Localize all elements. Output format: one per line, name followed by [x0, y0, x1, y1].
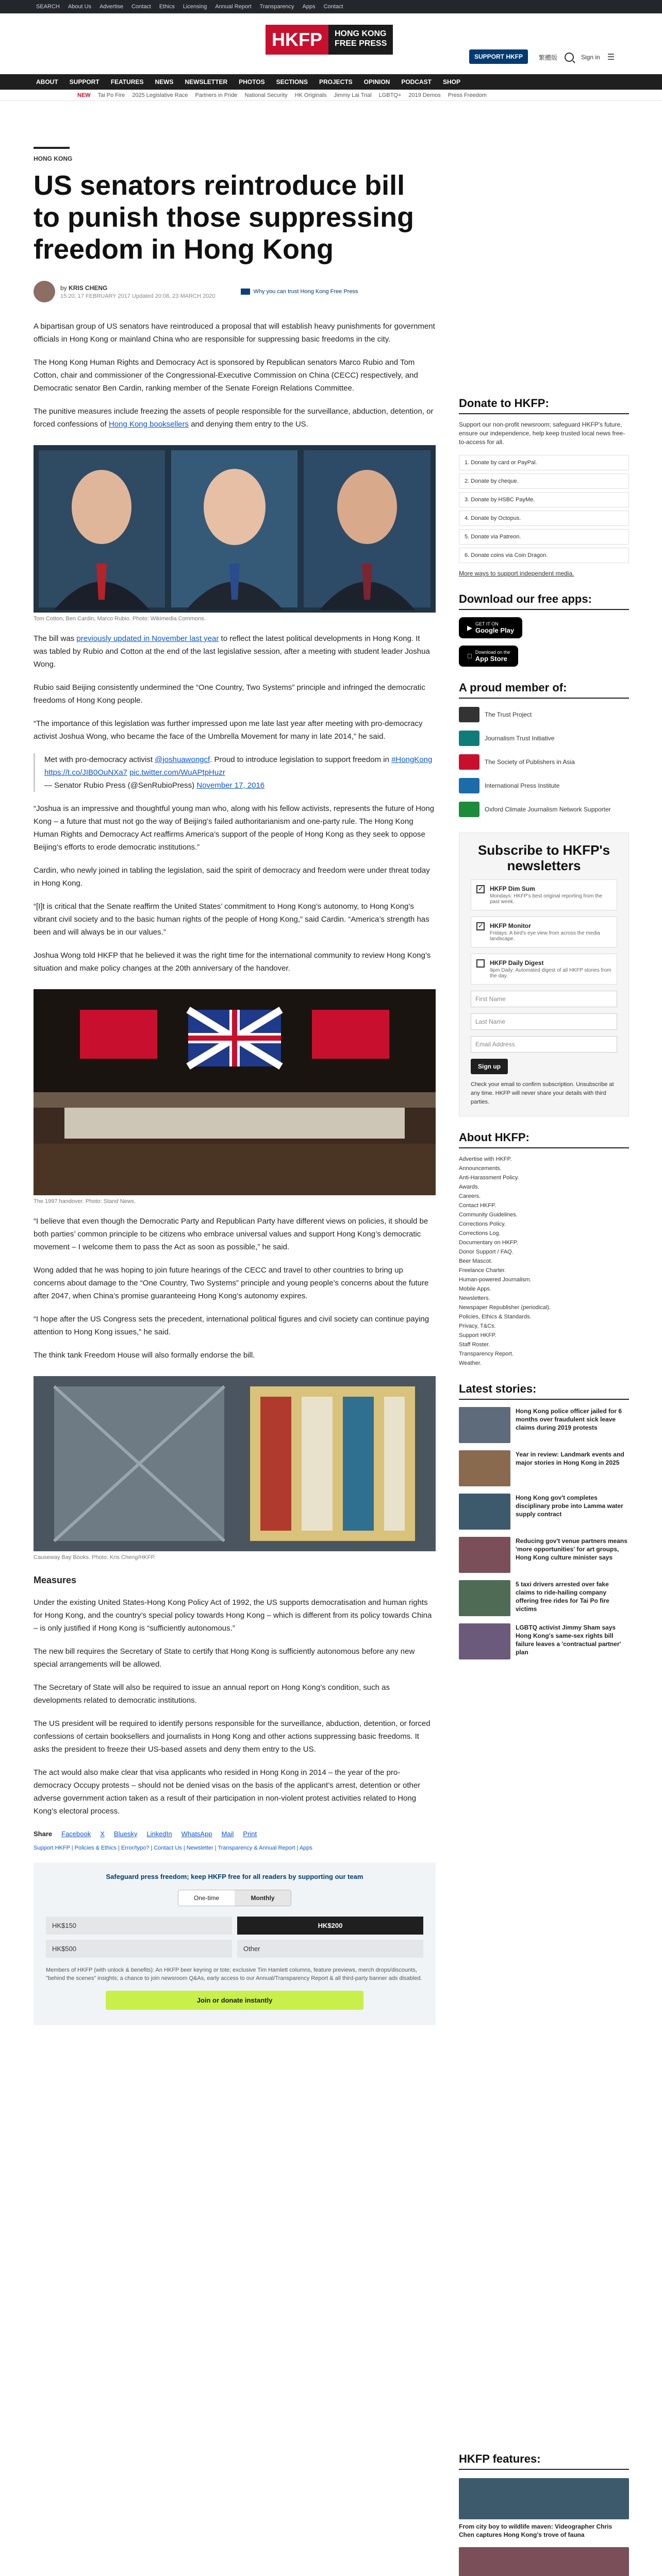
topbar-link[interactable]: Contact — [323, 4, 343, 10]
trending-link[interactable]: National Security — [244, 92, 288, 98]
trending-link[interactable]: Press Freedom — [448, 92, 487, 98]
trending-link[interactable]: 2019 Demos — [408, 92, 441, 98]
story-title: Reducing gov't venue partners means 'more opportunities' for art groups, Hong Kong culture minister says — [516, 1537, 627, 1561]
about-links — [459, 1155, 629, 1368]
play-icon: ▶ — [467, 623, 472, 632]
paragraph: “The importance of this legislation was further impressed upon me late last year after meeting with pro-democracy activist Joshua Wong, who became the face of the Umbrella Movement for many in late 2014,” he said. — [34, 719, 423, 741]
paragraph: Joshua Wong told HKFP that he believed it was the right time for the international community to review Hong Kong’s situation and make policy changes at the 20th anniversary of the handover. — [34, 951, 431, 973]
latest-story[interactable] — [459, 1623, 629, 1659]
nav-item[interactable]: NEWS — [155, 78, 174, 86]
latest-story[interactable] — [459, 1450, 629, 1486]
member-list — [459, 707, 629, 817]
latest-story[interactable] — [459, 1407, 629, 1443]
newsletter-heading: Subscribe to HKFP's newsletters — [477, 842, 610, 873]
measures-heading: Measures — [34, 1575, 77, 1585]
latest-story[interactable] — [459, 1494, 629, 1530]
paragraph: A bipartisan group of US senators have reintroduced a proposal that will establish heavy punishments for government officials in Hong Kong or mainland China who are responsible for suppressing basic freedoms in the city. — [34, 322, 435, 344]
member-logo — [459, 707, 479, 722]
trending-link[interactable]: Jimmy Lai Trial — [334, 92, 372, 98]
newsletter-desc: Mondays: HKFP's best original reporting from the past week. — [490, 893, 603, 905]
story-thumbnail — [459, 1494, 510, 1530]
nav-item[interactable]: SECTIONS — [276, 78, 308, 86]
support-box — [34, 1862, 436, 2025]
latest-story[interactable] — [459, 1580, 629, 1616]
newsletter-note: Check your email to confirm subscription. Unsubscribe at any time. HKFP will never share your details with third parties. — [471, 1081, 614, 1105]
apps-heading: Download our free apps: — [459, 592, 629, 610]
trust-icon — [241, 289, 250, 295]
support-hkfp-button[interactable]: SUPPORT HKFP — [469, 49, 528, 64]
photo-caption: The 1997 handover. Photo: Stand News. — [34, 1198, 136, 1205]
logo-text — [328, 25, 393, 55]
donate-heading: Donate to HKFP: — [459, 397, 629, 414]
apple-icon — [467, 652, 472, 660]
about-link[interactable]: Newsletters. — [459, 1295, 490, 1301]
text: to reflect the latest political developments in Hong Kong. It was tabled by Rubio and Cotton at the end of the last legislative session, after a meeting with student leader Joshua Wong. — [34, 634, 430, 669]
author-name — [60, 284, 215, 292]
first-name-field[interactable]: First Name — [471, 991, 617, 1007]
app-store-label: App Store — [470, 655, 503, 663]
embedded-tweet — [34, 753, 436, 792]
trending-link[interactable]: HK Originals — [294, 92, 327, 98]
signup-button[interactable]: Sign up — [471, 1059, 508, 1074]
share-link[interactable]: Mail — [221, 1830, 234, 1838]
features-heading: HKFP features: — [459, 2452, 629, 2470]
member-org[interactable] — [459, 707, 629, 722]
member-name: Oxford Climate Journalism Network Supporter — [485, 806, 611, 813]
new-badge: NEW — [77, 92, 91, 98]
nav-item[interactable]: SHOP — [442, 78, 460, 86]
story-thumbnail — [459, 1580, 510, 1616]
member-logo — [459, 802, 479, 817]
google-play-small: GET IT ON — [475, 621, 499, 626]
paragraph: Cardin, who newly joined in tabling the legislation, said the spirit of democracy and freedom were under threat today in Hong Kong. — [34, 866, 430, 888]
author-avatar — [34, 281, 55, 302]
amount-option[interactable]: HK$500 — [46, 1940, 232, 1958]
membership-note: Members of HKFP (with unlock & benefits): An HKFP beer keyring or tote; exclusive Tim Hamlett columns, feature previews, merch drops/discounts, "behind the scenes" insights; a chance to join newsroom Q&As, early access to our Annual/Transparency Report & all third-party banner ads disabled. — [46, 1967, 422, 1981]
share-link[interactable]: X — [100, 1830, 105, 1838]
feature-story[interactable] — [459, 2478, 629, 2539]
menu-icon[interactable]: ☰ — [607, 53, 615, 62]
nav-item[interactable]: ABOUT — [36, 78, 58, 86]
trending-links — [98, 92, 487, 98]
checkbox-checked[interactable] — [476, 885, 485, 893]
topbar-link[interactable]: Licensing — [183, 4, 207, 10]
member-org[interactable] — [459, 778, 629, 793]
share-link[interactable]: Print — [243, 1830, 257, 1838]
senators-photo-art — [34, 445, 436, 613]
share-link[interactable]: LinkedIn — [146, 1830, 172, 1838]
topbar-link[interactable]: About Us — [68, 4, 92, 10]
topbar-link[interactable]: Annual Report — [215, 4, 252, 10]
about-link[interactable]: Privacy, T&Cs. — [459, 1323, 496, 1329]
member-name: The Society of Publishers in Asia — [485, 758, 575, 766]
nav-item[interactable]: NEWSLETTER — [185, 78, 228, 86]
search-icon[interactable] — [565, 53, 574, 62]
feature-thumbnail — [459, 2478, 629, 2519]
more-ways-link[interactable]: More ways to support independent media. — [459, 570, 574, 577]
paragraph: The think tank Freedom House will also formally endorse the bill. — [34, 1351, 255, 1360]
logo-mark: HKFP — [266, 25, 328, 55]
donate-button[interactable]: Join or donate instantly — [106, 1991, 363, 2010]
email-field[interactable]: Email Address — [471, 1036, 617, 1053]
logo-line-2: FREE PRESS — [335, 39, 387, 48]
logo-line-1: HONG KONG — [335, 29, 387, 38]
main-nav-items — [36, 78, 460, 86]
header-tools — [539, 52, 615, 62]
previous-update-link[interactable]: previously updated in November last year — [76, 634, 219, 643]
trending-link[interactable]: LGBTQ+ — [378, 92, 402, 98]
newsletter-option[interactable] — [471, 954, 617, 985]
nav-item[interactable]: PODCAST — [401, 78, 432, 86]
app-badges — [459, 610, 629, 667]
kicker-rule — [34, 147, 70, 149]
paragraph: “I hope after the US Congress sets the precedent, international political figures and civil society can continue paying attention to Hong Kong issues,” he said. — [34, 1315, 429, 1336]
about-heading: About HKFP: — [459, 1131, 629, 1148]
photo-caption: Causeway Bay Books. Photo: Kris Cheng/HKFP. — [34, 1554, 156, 1561]
about-link[interactable]: Awards. — [459, 1184, 479, 1190]
text: Met with pro-democracy activist — [44, 755, 155, 764]
share-bar — [34, 1830, 436, 1838]
about-link[interactable]: Careers. — [459, 1193, 481, 1199]
member-name: Journalism Trust Initiative — [485, 735, 555, 742]
paragraph: Wong added that he was hoping to join future hearings of the CECC and travel to other countries to bring up concerns about damage to the “One Country, Two Systems” principle and young people’s concerns about the future after 2047, when China’s promise guaranteeing Hong Kong’s autonomy expires. — [34, 1266, 429, 1300]
tweet-signature: — Senator Rubio Press (@SenRubioPress) — [44, 781, 197, 790]
member-logo — [459, 778, 479, 793]
app-store-text — [470, 650, 510, 663]
newsletter-desc: 9pm Daily: Automated digest of all HKFP stories from the day. — [490, 968, 611, 979]
features-list — [459, 2478, 629, 2576]
amount-options — [46, 1917, 423, 1958]
support-box-title: Safeguard press freedom; keep HKFP free for all readers by supporting our team — [106, 1873, 363, 1880]
donate-option[interactable]: 3. Donate by HSBC PayMe. — [459, 492, 629, 507]
about-link[interactable]: Newspaper Republisher (periodical). — [459, 1304, 551, 1311]
about-link[interactable]: Staff Roster. — [459, 1342, 490, 1348]
donate-option[interactable]: 1. Donate by card or PayPal. — [459, 455, 629, 470]
language-switch[interactable]: 繁體版 — [539, 54, 558, 61]
trending-items — [77, 92, 487, 98]
paragraph: “I believe that even though the Democratic Party and Republican Party have different views on policies, it should be both parties’ common principle to be citizens who embrace universal values and support Hong Kong’s democratic movement – I welcome them to pass the Act as soon as possible,” he said. — [34, 1217, 428, 1251]
google-play-text — [475, 621, 514, 634]
top-utility-links — [36, 4, 343, 10]
feature-story[interactable] — [459, 2547, 629, 2576]
top-utility-bar — [0, 0, 662, 13]
about-link[interactable]: Anti-Harassment Policy. — [459, 1175, 519, 1181]
article-kicker[interactable]: HONG KONG — [34, 155, 73, 162]
topbar-link[interactable]: Ethics — [159, 4, 175, 10]
topbar-link[interactable]: Advertise — [100, 4, 123, 10]
latest-story[interactable] — [459, 1537, 629, 1573]
topbar-link[interactable]: Transparency — [259, 4, 294, 10]
policy-links[interactable]: Support HKFP | Policies & Ethics | Error/typo? | Contact Us | Newsletter | Transparency & Annual Report | Apps — [34, 1845, 312, 1851]
story-thumbnail — [459, 1450, 510, 1486]
paragraph — [34, 405, 436, 431]
story-title: Year in review: Landmark events and major stories in Hong Kong in 2025 — [516, 1451, 624, 1466]
main-nav — [0, 74, 662, 90]
donate-option[interactable]: 4. Donate by Octopus. — [459, 511, 629, 526]
article-title: US senators reintroduce bill to punish those suppressing freedom in Hong Kong — [34, 170, 415, 265]
trending-link[interactable]: Tai Po Fire — [97, 92, 125, 98]
about-link[interactable]: Transparency Report. — [459, 1351, 514, 1357]
author-link[interactable]: KRIS CHENG — [69, 284, 108, 292]
about-link[interactable]: Corrections Log. — [459, 1230, 501, 1236]
newsletter-title: HKFP Dim Sum — [490, 885, 535, 892]
amount-option[interactable]: HK$150 — [46, 1917, 232, 1935]
member-name: The Trust Project — [485, 711, 532, 718]
latest-stories — [459, 1407, 629, 1659]
app-store-small: Download on the — [470, 650, 505, 655]
nav-item[interactable]: PHOTOS — [239, 78, 265, 86]
share-link[interactable]: WhatsApp — [181, 1830, 212, 1838]
about-link[interactable]: Donor Support / FAQ. — [459, 1249, 514, 1255]
story-thumbnail — [459, 1407, 510, 1443]
donate-text: Support our non-profit newsroom; safeguard HKFP's future, ensure our independence, help keep trusted local news free-to-access for all. — [459, 421, 625, 446]
about-link[interactable]: Policies, Ethics & Standards. — [459, 1314, 532, 1320]
article — [34, 124, 436, 2025]
paragraph: The Secretary of State will also be required to issue an annual report on Hong Kong’s condition, such as developments related to democratic institutions. — [34, 1683, 390, 1705]
paragraph: The US president will be required to identify persons responsible for the surveillance, abduction, detention, or forced confessions of certain booksellers and journalists in Hong Kong and other actions suppressing basic freedoms. It asks the president to freeze their US-based assets and deny them entry to the US. — [34, 1719, 431, 1754]
member-org[interactable] — [459, 802, 629, 817]
donate-option[interactable]: 2. Donate by cheque. — [459, 473, 629, 489]
paragraph: Rubio said Beijing consistently undermined the “One Country, Two Systems” principle and infringed the democratic freedoms of Hong Kong people. — [34, 683, 425, 705]
share-label: Share — [34, 1830, 53, 1838]
newsletter-option[interactable] — [471, 879, 617, 910]
one-time-option[interactable]: One-time — [178, 1890, 235, 1906]
member-logo — [459, 754, 479, 770]
byline — [34, 281, 436, 302]
member-org[interactable] — [459, 731, 629, 746]
text: The bill was — [34, 634, 77, 643]
share-link[interactable]: Facebook — [61, 1830, 91, 1838]
feature-title: From city boy to wildlife maven: Videographer Chris Chen captures Hong Kong's trove of fauna — [459, 2523, 613, 2538]
topbar-link[interactable]: Contact — [131, 4, 151, 10]
sidebar — [459, 397, 629, 1659]
features-section — [459, 2452, 629, 2576]
feature-thumbnail — [459, 2547, 629, 2576]
donate-option[interactable]: 6. Donate coins via Coin Dragon. — [459, 548, 629, 563]
donate-option[interactable]: 5. Donate via Patreon. — [459, 529, 629, 545]
story-thumbnail — [459, 1537, 510, 1573]
bookstore-photo-art — [34, 1376, 436, 1551]
last-name-field[interactable]: Last Name — [471, 1013, 617, 1030]
nav-item[interactable]: SUPPORT — [69, 78, 100, 86]
trending-link[interactable]: Partners in Pride — [195, 92, 238, 98]
about-link[interactable]: Announcements. — [459, 1165, 502, 1172]
about-link[interactable]: Beer Mascot. — [459, 1258, 492, 1264]
photo-caption: Tom Cotton, Ben Cardin, Marco Rubio. Photo: Wikimedia Commons. — [34, 616, 206, 622]
senators-photo — [34, 445, 436, 613]
app-store-badge[interactable] — [459, 646, 518, 667]
donate-options — [459, 455, 629, 563]
byline-prefix: by — [60, 284, 67, 292]
amount-option-selected[interactable]: HK$200 — [237, 1917, 423, 1935]
hkfp-logo[interactable] — [266, 25, 393, 55]
newsletter-desc: Fridays: A bird's eye view from across the media landscape. — [490, 930, 600, 942]
about-link[interactable]: Mobile Apps. — [459, 1286, 491, 1292]
article-dates: 15:20, 17 FEBRUARY 2017 Updated 20:08, 23 MARCH 2020 — [60, 293, 216, 299]
about-link[interactable]: Community Guidelines. — [459, 1212, 518, 1218]
text: and denying them entry to the US. — [189, 420, 308, 429]
member-heading: A proud member of: — [459, 681, 629, 699]
paragraph: Under the existing United States-Hong Kong Policy Act of 1992, the US supports democratisation and human rights for Hong Kong, and the country’s special policy towards Hong Kong – which is different from its policy towards China – is only justified if Hong Kong is “sufficiently autonomous.” — [34, 1598, 432, 1633]
about-link[interactable]: Contact HKFP. — [459, 1202, 496, 1209]
bookstore-photo — [34, 1376, 436, 1551]
about-link[interactable]: Support HKFP. — [459, 1332, 496, 1338]
tweet-date-link[interactable]: November 17, 2016 — [196, 781, 265, 790]
google-play-label: Google Play — [475, 626, 515, 634]
about-link[interactable]: Corrections Policy. — [459, 1221, 506, 1227]
text: The punitive measures include freezing the assets of people responsible for the surveillance, abduction, detention, or forced confessions of — [34, 407, 434, 429]
story-title: LGBTQ activist Jimmy Sham says Hong Kong's same-sex rights bill failure leaves a 'contractual partner' plan — [516, 1624, 621, 1656]
share-link[interactable]: Bluesky — [113, 1830, 138, 1838]
handover-photo-art — [34, 989, 436, 1195]
google-play-badge[interactable] — [459, 617, 522, 638]
about-link[interactable]: Freelance Charter. — [459, 1267, 506, 1274]
paragraph: “Joshua is an impressive and thoughtful young man who, along with his fellow activists, represents the future of Hong Kong – a future that must not go the way of Beijing’s failed authoritarianism and one-party rule. The Hong Kong Human Rights and Democracy Act reaffirms America’s support of the people of Hong Kong as they seek to oppose Beijing’s efforts to erode democratic institutions.” — [34, 804, 435, 852]
monthly-option[interactable]: Monthly — [235, 1890, 291, 1906]
paragraph — [34, 632, 436, 671]
handover-photo — [34, 989, 436, 1195]
trending-nav — [0, 90, 662, 101]
nav-item[interactable]: OPINION — [363, 78, 390, 86]
member-name: International Press Institute — [485, 782, 560, 789]
tweet-hashtag-link[interactable]: #HongKong — [391, 755, 433, 764]
paragraph: “[I]t is critical that the Senate reaffirm the United States’ commitment to Hong Kong’s autonomy, to Hong Kong’s vibrant civil society and to the basic human rights of the people of Hong Kong,” said Cardin. “America’s strength has been and will always be in our values.” — [34, 902, 429, 937]
about-link[interactable]: Weather. — [459, 1360, 482, 1366]
newsletter-box — [459, 833, 629, 1116]
text: . Proud to introduce legislation to support freedom in — [210, 755, 392, 764]
story-title: Hong Kong police officer jailed for 6 months over fraudulent sick leave claims during 2019 protests — [516, 1408, 622, 1431]
nav-item[interactable]: PROJECTS — [319, 78, 353, 86]
frequency-toggle — [178, 1890, 291, 1906]
about-link[interactable]: Advertise with HKFP. — [459, 1156, 512, 1162]
trust-text: Why you can trust Hong Kong Free Press — [253, 289, 358, 295]
topbar-link[interactable]: Apps — [302, 4, 316, 10]
newsletter-title: HKFP Daily Digest — [490, 959, 544, 967]
topbar-link[interactable]: SEARCH — [36, 4, 60, 10]
story-title: Hong Kong gov't completes disciplinary probe into Lamma water supply contract — [516, 1494, 623, 1518]
amount-option-other[interactable]: Other — [237, 1940, 423, 1958]
checkbox[interactable] — [476, 959, 485, 968]
trust-link[interactable] — [241, 289, 358, 295]
paragraph: The Hong Kong Human Rights and Democracy Act is sponsored by Republican senators Marco Rubio and Tom Cotton, chair and commissioner of the Congressional-Executive Commission on China (CECC) respectively, and Democratic senator Ben Cardin, ranking member of the Senate Foreign Relations Committee. — [34, 358, 418, 393]
tweet-pic-link[interactable]: pic.twitter.com/WuAPtpHuzr — [129, 768, 225, 777]
tweet-mention-link[interactable]: @joshuawongcf — [155, 755, 210, 764]
site-header — [0, 13, 662, 74]
latest-heading: Latest stories: — [459, 1382, 629, 1400]
newsletter-title: HKFP Monitor — [490, 922, 531, 929]
story-thumbnail — [459, 1623, 510, 1659]
paragraph: The act would also make clear that visa applicants who resided in Hong Kong in 2014 – the year of the pro-democracy Occupy protests – should not be denied visas on the basis of the applicant’s arrest, detention or other adverse government action taken as a result of their participation in non-violent protest activities related to Hong Kong’s electoral process. — [34, 1768, 421, 1816]
member-org[interactable] — [459, 754, 629, 770]
booksellers-link[interactable]: Hong Kong booksellers — [108, 420, 189, 429]
story-title: 5 taxi drivers arrested over fake claims to ride-hailing company offering free rides for Tai Po fire victims — [516, 1581, 609, 1613]
paragraph: The new bill requires the Secretary of State to certify that Hong Kong is sufficiently autonomous before any new special arrangements will be allowed. — [34, 1647, 415, 1669]
about-link[interactable]: Documentary on HKFP. — [459, 1240, 518, 1246]
sign-in-link[interactable]: Sign in — [581, 54, 600, 61]
member-logo — [459, 731, 479, 746]
tweet-url-link[interactable]: https://t.co/JIB0OuNXa7 — [44, 768, 127, 777]
checkbox-checked[interactable] — [476, 922, 485, 930]
nav-item[interactable]: FEATURES — [110, 78, 144, 86]
about-link[interactable]: Human-powered Journalism. — [459, 1277, 532, 1283]
trending-link[interactable]: 2025 Legislative Race — [132, 92, 188, 98]
newsletter-option[interactable] — [471, 917, 617, 947]
